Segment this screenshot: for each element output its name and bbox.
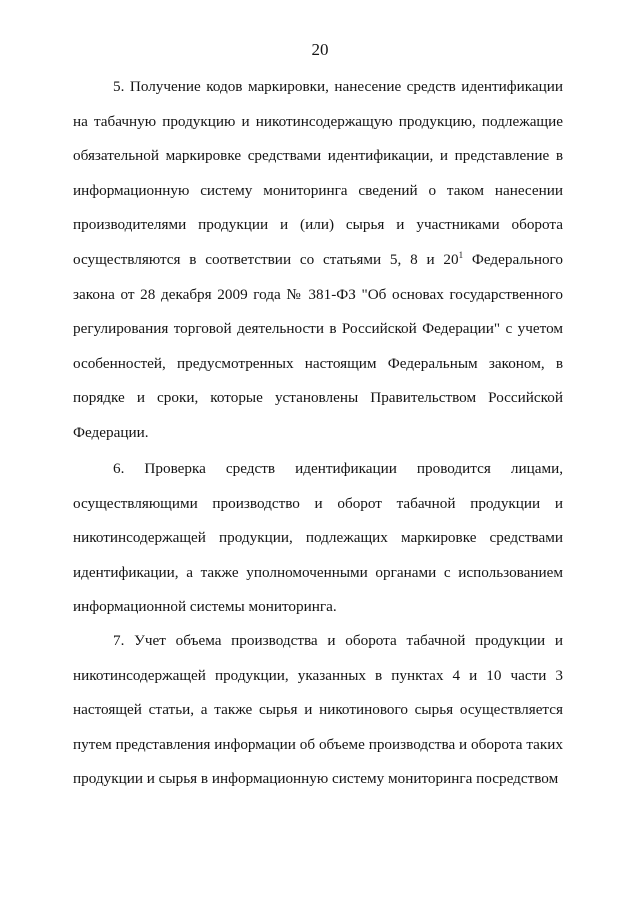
paragraph-7: 7. Учет объема производства и оборота табачной продукции и никотинсодержащей продукции, указанных в пунктах 4 и 10 части 3 настоящей статьи, а также сырья и никотинового сырья осуществляется путем представления информации об объеме производства и оборота таких продукции и сырья в информационную систему мониторинга посредством (73, 632, 563, 788)
paragraph-5-text-continued: Федерального закона от 28 декабря 2009 года № 381-ФЗ "Об основах государственного регулирования торговой деятельности в Российской Федерации" с учетом особенностей, предусмотренных настоящим Федеральным законом, в порядке и сроки, которые установлены Правительством Российской Федерации. (73, 250, 563, 441)
paragraph-5 (73, 70, 563, 451)
page-number: 20 (311, 40, 329, 59)
superscript-1: 1 (458, 249, 464, 260)
paragraph-6: 6. Проверка средств идентификации проводится лицами, осуществляющими производство и оборот табачной продукции и никотинсодержащей продукции, подлежащих маркировке средствами идентификации, а также уполномоченными органами с использованием информационной системы мониторинга. (73, 460, 563, 616)
paragraph-5-text: 5. Получение кодов маркировки, нанесение средств идентификации на табачную продукцию и никотинсодержащую продукцию, подлежащие обязательной маркировке средствами идентификации, и представление в информационную систему мониторинга сведений о таком нанесении производителями продукции и (или) сырья и участниками оборота осуществляются в соответствии со статьями 5, 8 и 20 (73, 78, 563, 268)
